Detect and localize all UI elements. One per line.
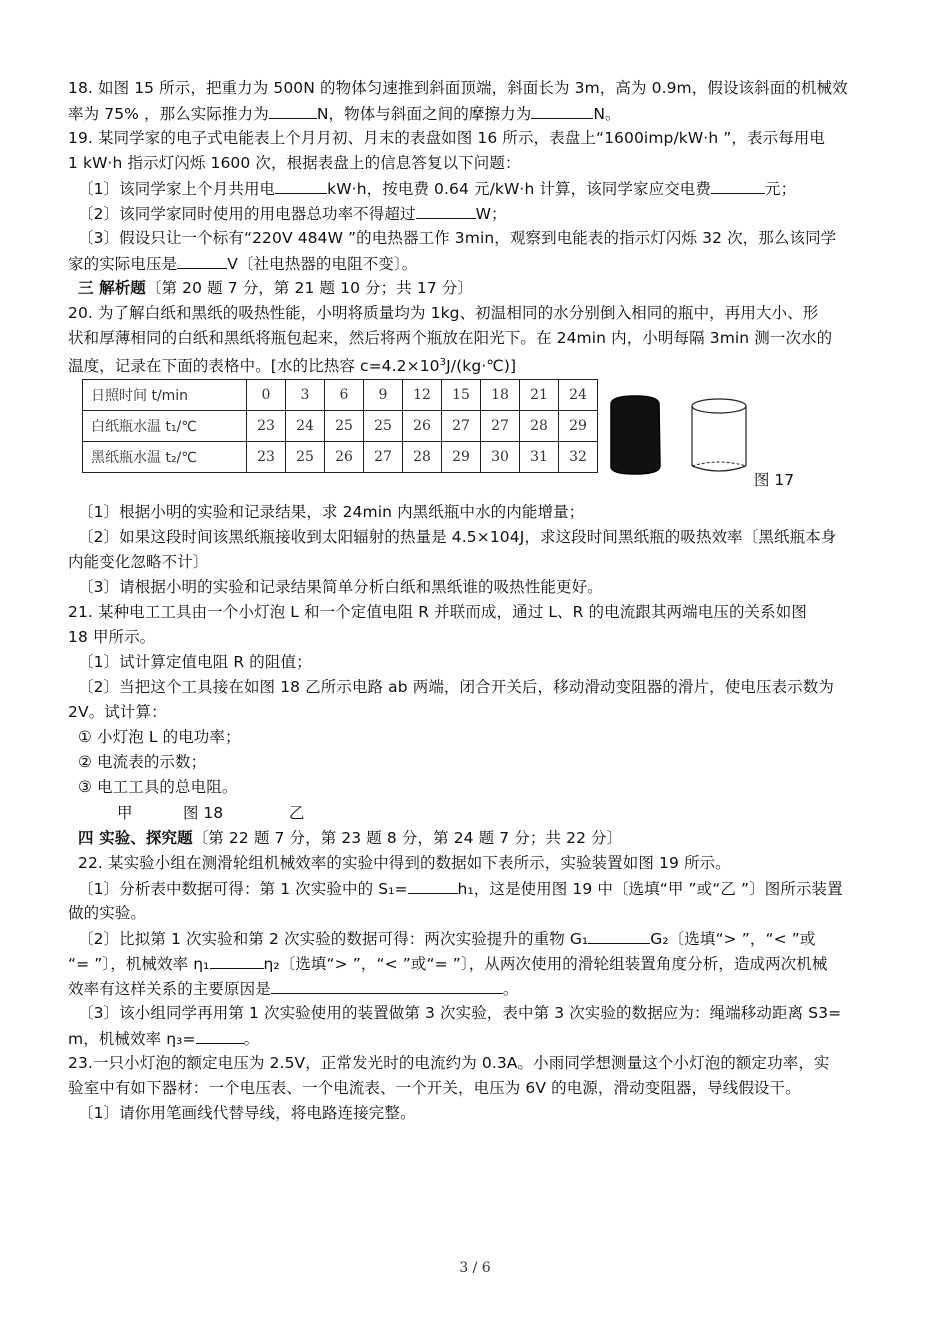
table-cell: 21 bbox=[520, 380, 559, 411]
q22-part-1-line-1 bbox=[78, 876, 898, 901]
q19-text: W； bbox=[475, 205, 507, 223]
q22-text: 。 bbox=[243, 1030, 260, 1048]
table-cell: 26 bbox=[325, 442, 364, 473]
q20-exponent: 3 bbox=[439, 357, 447, 368]
q22-text: 效率有这样关系的主要原因是 bbox=[68, 980, 271, 998]
q21-part-2-line-1: 〔2〕当把这个工具接在如图 18 乙所示电路 ab 两端，闭合开关后，移动滑动变阻器的滑片，使电压表示数为 bbox=[78, 678, 834, 696]
table-cell: 3 bbox=[286, 380, 325, 411]
answer-blank[interactable] bbox=[588, 926, 650, 944]
section-scoring: 〔第 22 题 7 分，第 23 题 8 分，第 24 题 7 分；共 22 分〕 bbox=[192, 829, 623, 847]
table-cell: 23 bbox=[247, 442, 286, 473]
q19-part-1 bbox=[78, 176, 898, 201]
figure-17-caption: 图 17 bbox=[754, 471, 795, 489]
table-cell: 12 bbox=[403, 380, 442, 411]
q18-line-1: 18. 如图 15 所示，把重力为 500N 的物体匀速推到斜面顶端，斜面长为 3m，高为 0.9m，假设该斜面的机械效 bbox=[68, 79, 848, 97]
figure-18-yi-label: 乙 bbox=[289, 804, 305, 822]
answer-blank[interactable] bbox=[210, 951, 264, 969]
answer-blank[interactable] bbox=[271, 976, 503, 994]
q18-text: 率为 75% ，那么实际推力为 bbox=[68, 105, 269, 123]
table-cell: 23 bbox=[247, 411, 286, 442]
q22-part-2-line-3 bbox=[68, 976, 888, 1001]
section-3-heading bbox=[78, 276, 898, 300]
table-cell: 31 bbox=[520, 442, 559, 473]
q22-text: h₁，这是使用图 19 中〔选填“甲 ”或“乙 ”〕图所示装置 bbox=[457, 880, 843, 898]
table-cell: 9 bbox=[364, 380, 403, 411]
q20-part-3: 〔3〕请根据小明的实验和记录结果简单分析白纸和黑纸谁的吸热性能更好。 bbox=[78, 578, 603, 596]
q21-line-1: 21. 某种电工工具由一个小灯泡 L 和一个定值电阻 R 并联而成，通过 L、R 的电流跟其两端电压的关系如图 bbox=[68, 603, 807, 621]
q22-text: η₂〔选填“> ”，“< ”或“= ”〕，从两次使用的滑轮组装置角度分析，造成两次机械 bbox=[263, 955, 828, 973]
q22-text: G₂〔选填“> ”，“< ”或 bbox=[650, 930, 816, 948]
table-row-header: 白纸瓶水温 t₁/℃ bbox=[83, 411, 247, 442]
q22-text: 〔1〕分析表中数据可得：第 1 次实验中的 S₁= bbox=[78, 880, 408, 898]
q19-line-2: 1 kW·h 指示灯闪烁 1600 次，根据表盘上的信息答复以下问题： bbox=[68, 154, 521, 172]
q19-text: 〔1〕该同学家上个月共用电 bbox=[78, 180, 276, 198]
q20-part-1: 〔1〕根据小明的实验和记录结果，求 24min 内黑纸瓶中水的内能增量； bbox=[78, 503, 585, 521]
q19-text: V〔社电热器的电阻不变〕。 bbox=[227, 255, 418, 273]
q23-line-2: 验室中有如下器材：一个电压表、一个电流表、一个开关，电压为 6V 的电源，滑动变阻器，导线假设干。 bbox=[68, 1079, 801, 1097]
q21-subpart-1: ① 小灯泡 L 的电功率； bbox=[78, 728, 241, 746]
table-cell: 27 bbox=[364, 442, 403, 473]
q21-subpart-3: ③ 电工工具的总电阻。 bbox=[78, 778, 238, 796]
q21-part-1: 〔1〕试计算定值电阻 R 的阻值； bbox=[78, 653, 312, 671]
table-cell: 25 bbox=[364, 411, 403, 442]
q19-line-1: 19. 某同学家的电子式电能表上个月月初、月末的表盘如图 16 所示，表盘上“1600imp/kW·h ”，表示每用电 bbox=[68, 129, 826, 147]
table-cell: 27 bbox=[481, 411, 520, 442]
table-cell: 28 bbox=[520, 411, 559, 442]
q22-text: 。 bbox=[502, 980, 519, 998]
section-title: 四 实验、探究题 bbox=[78, 829, 193, 847]
q22-text: “= ”〕，机械效率 η₁ bbox=[68, 955, 210, 973]
q18-line-2 bbox=[68, 101, 888, 126]
q19-part-2 bbox=[78, 201, 898, 226]
q20-text: 温度，记录在下面的表格中。[水的比热容 c=4.2×10 bbox=[68, 357, 440, 376]
answer-blank[interactable] bbox=[275, 176, 327, 194]
q23-line-1: 23.一只小灯泡的额定电压为 2.5V，正常发光时的电流约为 0.3A。小雨同学想测量这个小灯泡的额定功率，实 bbox=[68, 1054, 830, 1072]
table-cell: 18 bbox=[481, 380, 520, 411]
q21-part-2-line-2: 2V。试计算： bbox=[68, 703, 167, 721]
q20-line-3 bbox=[68, 351, 888, 378]
q22-part-2-line-1 bbox=[78, 926, 898, 951]
table-cell: 0 bbox=[247, 380, 286, 411]
black-bottle bbox=[611, 396, 660, 474]
figure-18-caption: 图 18 bbox=[183, 804, 224, 822]
answer-blank[interactable] bbox=[531, 101, 593, 119]
q19-part-3-line-1: 〔3〕假设只让一个标有“220V 484W ”的电热器工作 3min，观察到电能表的指示灯闪烁 32 次，那么该同学 bbox=[78, 229, 837, 247]
table-row bbox=[83, 442, 598, 473]
table-row bbox=[83, 411, 598, 442]
q22-line-1: 22. 某实验小组在测滑轮组机械效率的实验中得到的数据如下表所示，实验装置如图 19 所示。 bbox=[78, 854, 731, 872]
figure-17-bottles bbox=[605, 392, 755, 480]
table-cell: 29 bbox=[559, 411, 598, 442]
table-cell: 15 bbox=[442, 380, 481, 411]
figure-18-jia-label: 甲 bbox=[117, 804, 133, 822]
table-cell: 6 bbox=[325, 380, 364, 411]
section-title: 三 解析题 bbox=[78, 279, 146, 297]
q22-part-2-line-2 bbox=[68, 951, 888, 976]
q19-text: kW·h，按电费 0.64 元/kW·h 计算，该同学家应交电费 bbox=[327, 180, 711, 198]
answer-blank[interactable] bbox=[269, 101, 317, 119]
answer-blank[interactable] bbox=[177, 251, 227, 269]
table-cell: 24 bbox=[559, 380, 598, 411]
table-row-header: 日照时间 t/min bbox=[83, 380, 247, 411]
answer-blank[interactable] bbox=[196, 1026, 244, 1044]
q19-text: 元； bbox=[765, 180, 797, 198]
q22-text: 〔2〕比拟第 1 次实验和第 2 次实验的数据可得：两次实验提升的重物 G₁ bbox=[78, 930, 589, 948]
q22-text: m，机械效率 η₃= bbox=[68, 1030, 196, 1048]
page-number: 3 / 6 bbox=[459, 1260, 491, 1276]
q19-part-3-line-2 bbox=[68, 251, 888, 276]
q18-text: N。 bbox=[593, 105, 621, 123]
table-cell: 27 bbox=[442, 411, 481, 442]
white-bottle bbox=[692, 399, 746, 471]
q21-subpart-2: ② 电流表的示数； bbox=[78, 753, 207, 771]
table-row-header: 黑纸瓶水温 t₂/℃ bbox=[83, 442, 247, 473]
q20-line-1: 20. 为了解白纸和黑纸的吸热性能，小明将质量均为 1kg、初温相同的水分别倒入相同的瓶中，再用大小、形 bbox=[68, 304, 819, 322]
temperature-table bbox=[82, 379, 598, 473]
table-cell: 32 bbox=[559, 442, 598, 473]
q20-line-2: 状和厚薄相同的白纸和黑纸将瓶包起来，然后将两个瓶放在阳光下。在 24min 内，小明每隔 3min 测一次水的 bbox=[68, 329, 833, 347]
q20-part-2-line-1: 〔2〕如果这段时间该黑纸瓶接收到太阳辐射的热量是 4.5×104J，求这段时间黑纸瓶的吸热效率〔黑纸瓶本身 bbox=[78, 528, 837, 546]
q22-part-1-line-2: 做的实验。 bbox=[68, 904, 147, 922]
answer-blank[interactable] bbox=[408, 876, 458, 894]
q22-part-3-line-1: 〔3〕该小组同学再用第 1 次实验使用的装置做第 3 次实验，表中第 3 次实验的数据应为：绳端移动距离 S3= bbox=[78, 1004, 842, 1022]
q20-text: J/(kg·℃)] bbox=[446, 357, 517, 376]
table-cell: 24 bbox=[286, 411, 325, 442]
table-row bbox=[83, 380, 598, 411]
q20-part-2-line-2: 内能变化忽略不计〕 bbox=[68, 553, 209, 571]
answer-blank[interactable] bbox=[416, 201, 476, 219]
section-4-heading bbox=[78, 826, 898, 850]
section-scoring: 〔第 20 题 7 分，第 21 题 10 分；共 17 分〕 bbox=[145, 279, 474, 297]
q19-text: 〔2〕该同学家同时使用的用电器总功率不得超过 bbox=[78, 205, 416, 223]
table-cell: 30 bbox=[481, 442, 520, 473]
q19-text: 家的实际电压是 bbox=[68, 255, 178, 273]
table-cell: 26 bbox=[403, 411, 442, 442]
q21-line-2: 18 甲所示。 bbox=[68, 628, 156, 646]
table-cell: 29 bbox=[442, 442, 481, 473]
q22-part-3-line-2 bbox=[68, 1026, 888, 1051]
table-cell: 25 bbox=[325, 411, 364, 442]
table-cell: 28 bbox=[403, 442, 442, 473]
table-cell: 25 bbox=[286, 442, 325, 473]
answer-blank[interactable] bbox=[711, 176, 765, 194]
q18-text: N，物体与斜面之间的摩擦力为 bbox=[316, 105, 532, 123]
q23-part-1: 〔1〕请你用笔画线代替导线，将电路连接完整。 bbox=[78, 1104, 416, 1122]
